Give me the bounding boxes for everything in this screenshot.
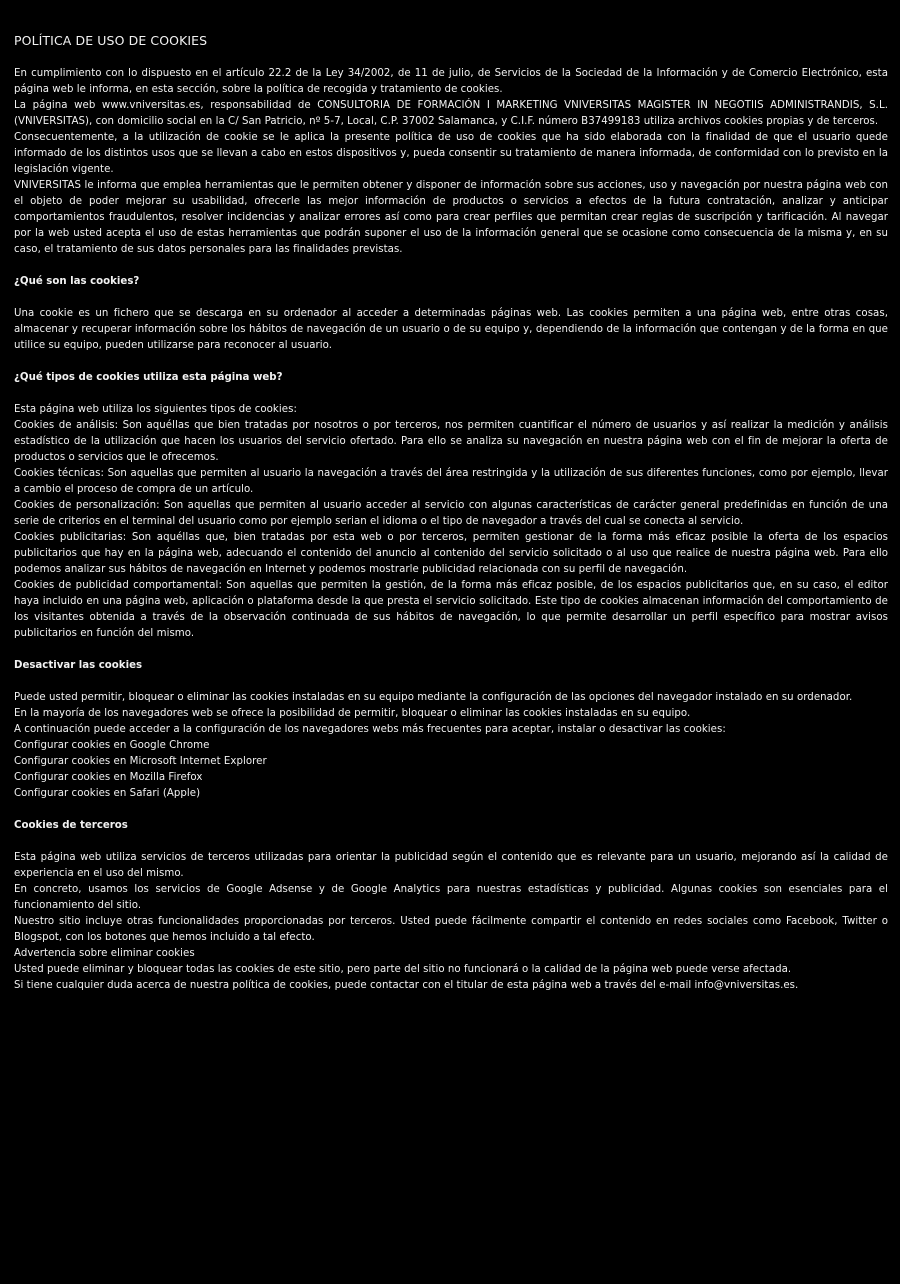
section-paragraph: A continuación puede acceder a la configuración de los navegadores webs más frecuentes para aceptar, instalar o desactivar las cookies: <box>14 724 726 735</box>
intro-paragraph: Consecuentemente, a la utilización de cookie se le aplica la presente política de uso de cookies que ha sido elaborada con la finalidad de que el usuario quede informado de los distintos usos que se llevan a cabo en estos dispositivos y, pueda consentir su tratamiento de manera informada, de conformidad con lo previsto en la legislación vigente. <box>14 132 888 175</box>
browser-config-chrome: Configurar cookies en Google Chrome <box>14 740 210 751</box>
section-heading-third: Cookies de terceros <box>14 820 128 831</box>
section-paragraph: Puede usted permitir, bloquear o eliminar las cookies instaladas en su equipo mediante la configuración de las opciones del navegador instalado en su ordenador. <box>14 692 853 703</box>
intro-paragraph: VNIVERSITAS le informa que emplea herramientas que le permiten obtener y disponer de información sobre sus acciones, uso y navegación por nuestra página web con el objeto de poder mejorar su usabilidad, ofrecerle las mejor información de productos o servicios a efectos de la futura contratación, analizar y anticipar comportamientos fraudulentos, resolver incidencias y analizar errores así como para crear perfiles que permitan crear reglas de suscripción y tarificación. Al navegar por la web usted acepta el uso de estas herramientas que podrán suponer el uso de la información general que se ocasione como consecuencia de la misma y, en su caso, el tratamiento de sus datos personales para las finalidades previstas. <box>14 180 888 255</box>
section-paragraph: Cookies de personalización: Son aquellas que permiten al usuario acceder al servicio con algunas características de carácter general predefinidas en función de una serie de criterios en el terminal del usuario como por ejemplo serian el idioma o el tipo de navegador a través del cual se conecta al servicio. <box>14 500 888 527</box>
page-title: POLÍTICA DE USO DE COOKIES <box>14 33 208 48</box>
warning-label: Advertencia sobre eliminar cookies <box>14 948 195 959</box>
intro-paragraph: La página web www.vniversitas.es, responsabilidad de CONSULTORIA DE FORMACIÓN I MARKETING VNIVERSITAS MAGISTER IN NEGOTIIS ADMINISTRANDIS, S.L. (VNIVERSITAS), con domicilio social en la C/ San Patricio, nº 5-7, Local, C.P. 37002 Salamanca, y C.I.F. número B37499183 utiliza archivos cookies propias y de terceros. <box>14 100 888 127</box>
intro-paragraph: En cumplimiento con lo dispuesto en el artículo 22.2 de la Ley 34/2002, de 11 de julio, de Servicios de la Sociedad de la Información y de Comercio Electrónico, esta página web le informa, en esta sección, sobre la política de recogida y tratamiento de cookies. <box>14 68 888 95</box>
section-paragraph: En concreto, usamos los servicios de Google Adsense y de Google Analytics para nuestras estadísticas y publicidad. Algunas cookies son esenciales para el funcionamiento del sitio. <box>14 884 888 911</box>
section-paragraph: Esta página web utiliza los siguientes tipos de cookies: <box>14 404 297 415</box>
section-paragraph: Cookies publicitarias: Son aquéllas que, bien tratadas por esta web o por terceros, permiten gestionar de la forma más eficaz posible la oferta de los espacios publicitarios que hay en la página web, adecuando el contenido del anuncio al contenido del servicio solicitado o al uso que realice de nuestra página web. Para ello podemos analizar sus hábitos de navegación en Internet y podemos mostrarle publicidad relacionada con su perfil de navegación. <box>14 532 888 575</box>
section-heading-types: ¿Qué tipos de cookies utiliza esta página web? <box>14 372 283 383</box>
section-paragraph: Cookies de análisis: Son aquéllas que bien tratadas por nosotros o por terceros, nos permiten cuantificar el número de usuarios y así realizar la medición y análisis estadístico de la utilización que hacen los usuarios del servicio ofertado. Para ello se analiza su navegación en nuestra página web con el fin de mejorar la oferta de productos o servicios que le ofrecemos. <box>14 420 888 463</box>
section-paragraph: En la mayoría de los navegadores web se ofrece la posibilidad de permitir, bloquear o eliminar las cookies instaladas en su equipo. <box>14 708 691 719</box>
browser-config-ie: Configurar cookies en Microsoft Internet Explorer <box>14 756 267 767</box>
section-paragraph: Cookies de publicidad comportamental: Son aquellas que permiten la gestión, de la forma más eficaz posible, de los espacios publicitarios que, en su caso, el editor haya incluido en una página web, aplicación o plataforma desde la que presta el servicio solicitado. Este tipo de cookies almacenan información del comportamiento de los visitantes obtenida a través de la observación continuada de sus hábitos de navegación, lo que permite desarrollar un perfil específico para mostrar avisos publicitarios en función del mismo. <box>14 580 888 639</box>
section-heading-what: ¿Qué son las cookies? <box>14 276 140 287</box>
contact-paragraph: Si tiene cualquier duda acerca de nuestra política de cookies, puede contactar con el titular de esta página web a través del e-mail info@vniversitas.es. <box>14 980 799 991</box>
section-paragraph: Nuestro sitio incluye otras funcionalidades proporcionadas por terceros. Usted puede fácilmente compartir el contenido en redes sociales como Facebook, Twitter o Blogspot, con los botones que hemos incluido a tal efecto. <box>14 916 888 943</box>
section-paragraph: Cookies técnicas: Son aquellas que permiten al usuario la navegación a través del área restringida y la utilización de sus diferentes funciones, como por ejemplo, llevar a cambio el proceso de compra de un artículo. <box>14 468 888 495</box>
section-paragraph: Esta página web utiliza servicios de terceros utilizadas para orientar la publicidad según el contenido que es relevante para un usuario, mejorando así la calidad de experiencia en el uso del mismo. <box>14 852 888 879</box>
browser-config-safari: Configurar cookies en Safari (Apple) <box>14 788 201 799</box>
section-paragraph: Una cookie es un fichero que se descarga en su ordenador al acceder a determinadas páginas web. Las cookies permiten a una página web, entre otras cosas, almacenar y recuperar información sobre los hábitos de navegación de un usuario o de su equipo y, dependiendo de la información que contengan y de la forma en que utilice su equipo, pueden utilizarse para reconocer al usuario. <box>14 308 888 351</box>
intro-section <box>14 66 888 258</box>
section-heading-disable: Desactivar las cookies <box>14 660 143 671</box>
browser-config-firefox: Configurar cookies en Mozilla Firefox <box>14 772 203 783</box>
section-paragraph: Usted puede eliminar y bloquear todas las cookies de este sitio, pero parte del sitio no funcionará o la calidad de la página web puede verse afectada. <box>14 964 792 975</box>
